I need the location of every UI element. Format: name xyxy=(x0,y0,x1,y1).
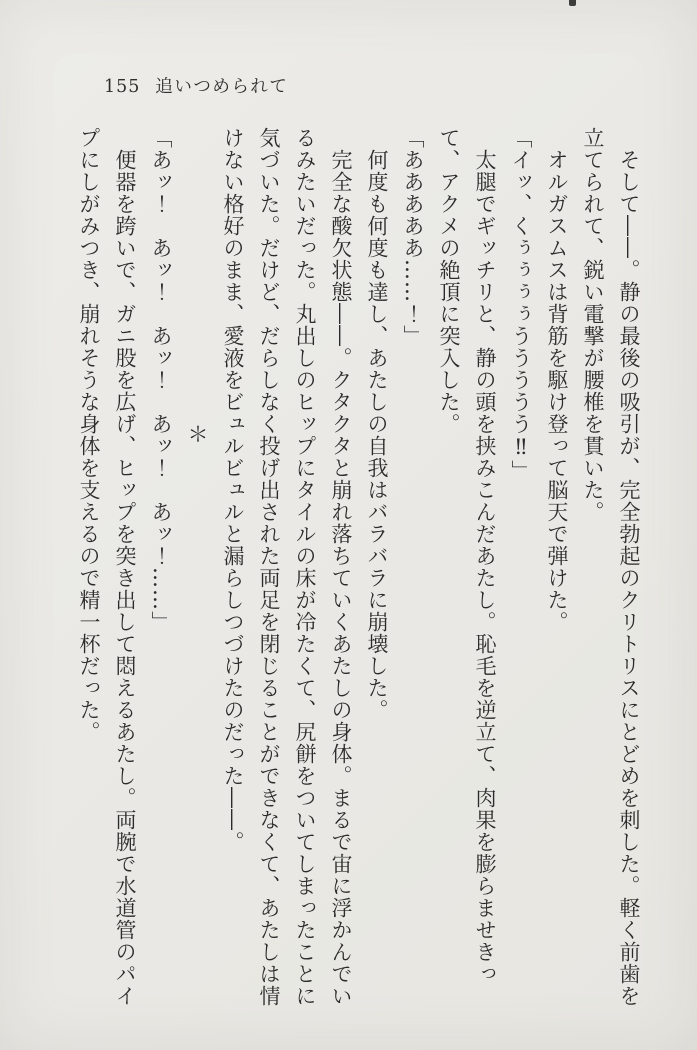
chapter-title: 追いつめられて xyxy=(155,77,289,97)
paragraph-narration: そして――。静の最後の吸引が、完全勃起のクリトリスにとどめを刺した。軽く前歯を立てられて、鋭い電撃が腰椎を貫いた。 xyxy=(581,127,641,1007)
paragraph-narration: 便器を跨いで、ガニ股を広げ、ヒップを突き出して悶えるあたし。両腕で水道管のパイプにしがみつき、崩れそうな身体を支えるので精一杯だった。 xyxy=(77,127,137,1007)
paragraph-narration: 何度も何度も達し、あたしの自我はバラバラに崩壊した。 xyxy=(365,127,389,721)
paragraph-dialogue: 「あああああ……！」 xyxy=(401,127,425,347)
body-text xyxy=(71,127,647,1011)
paragraph-narration: 太腿でギッチリと、静の頭を挟みこんだあたし。恥毛を逆立て、肉果を膨らませきって、アクメの絶頂に突入した。 xyxy=(437,127,497,985)
running-header xyxy=(104,73,288,98)
paragraph-narration: オルガスムスは背筋を駆け登って脳天で弾けた。 xyxy=(545,127,569,633)
print-speck-icon xyxy=(569,0,576,6)
page-number: 155 xyxy=(104,77,141,97)
paragraph-dialogue: 「イッ、くぅぅぅぅううううう‼」 xyxy=(509,127,533,482)
paragraph-dialogue: 「あッ！ あッ！ あッ！ あッ！ あッ！……」 xyxy=(149,127,173,633)
paragraph-narration: 完全な酸欠状態――。クタクタと崩れ落ちていくあたしの身体。まるで宙に浮かんでいるみたいだった。丸出しのヒップにタイルの床が冷たくて、尻餅をついてしまったことに気づいた。だけど、だらしなく投げ出された両足を閉じることができなくて、あたしは情けない格好のまま、愛液をビュルビュルと漏らしつづけたのだった――。 xyxy=(221,127,353,1007)
section-divider: ＊ xyxy=(185,423,209,445)
